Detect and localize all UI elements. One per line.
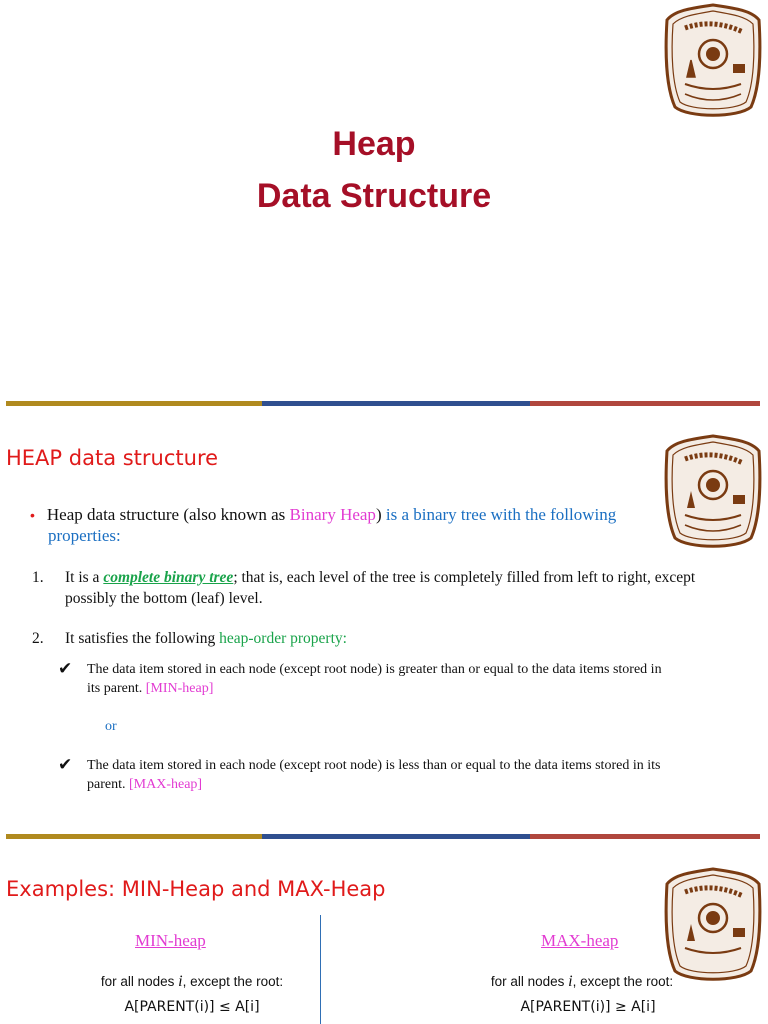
item-prefix: It satisfies the following xyxy=(65,630,220,647)
slide-title xyxy=(0,118,748,222)
title-line-heap: Heap xyxy=(332,125,416,163)
item-number: 1. xyxy=(32,569,44,586)
max-heap-title: MAX-heap xyxy=(541,931,619,950)
or-separator: or xyxy=(105,719,117,734)
slide-divider xyxy=(6,834,760,839)
max-heap-tag: [MAX-heap] xyxy=(128,777,203,792)
heap-section-heading: HEAP data structure xyxy=(6,446,219,470)
min-heap-note: for all nodes i, except the root: xyxy=(100,973,284,990)
min-heap-title: MIN-heap xyxy=(135,931,206,950)
properties-label: properties: xyxy=(48,526,121,545)
checkmark-icon: ✔ xyxy=(58,755,73,775)
nit-jamshedpur-logo xyxy=(663,866,763,986)
bullet-text: Heap data structure (also known as xyxy=(46,505,290,524)
definition-bullet xyxy=(30,503,710,527)
item-prefix: It is a xyxy=(65,569,104,586)
item-number: 2. xyxy=(32,630,44,647)
bullet-text-close: ) xyxy=(375,505,382,524)
item-rest: ; that is, each level of the tree is completely filled from left to right, except possibly the bottom (leaf) level. xyxy=(65,569,696,607)
heap-order-property-term: heap-order property xyxy=(219,630,343,647)
min-heap-formula: A[PARENT(i)] ≤ A[i] xyxy=(124,999,260,1015)
min-heap-tag: [MIN-heap] xyxy=(145,681,214,696)
title-line-data-structure: Data Structure xyxy=(256,177,492,215)
item-suffix: : xyxy=(342,630,347,647)
min-heap-condition xyxy=(58,659,662,700)
bullet-dot-icon: • xyxy=(30,507,35,523)
max-heap-note: for all nodes i, except the root: xyxy=(490,973,674,990)
condition-text: The data item stored in each node (except root node) is greater than or equal to the data items stored in its parent. xyxy=(87,662,662,696)
condition-text: The data item stored in each node (except root node) is less than or equal to the data items stored in its parent. xyxy=(87,758,661,792)
property-item-1 xyxy=(32,567,702,611)
nit-jamshedpur-logo xyxy=(663,433,763,553)
nit-jamshedpur-logo xyxy=(663,2,763,122)
max-heap-formula: A[PARENT(i)] ≥ A[i] xyxy=(520,999,656,1015)
examples-heading: Examples: MIN-Heap and MAX-Heap xyxy=(6,877,386,901)
property-item-2 xyxy=(32,628,702,650)
bullet-text-blue: is a binary tree with the following xyxy=(381,505,617,524)
binary-heap-term: Binary Heap xyxy=(289,505,376,524)
checkmark-icon: ✔ xyxy=(58,659,73,679)
slide-divider xyxy=(6,401,760,406)
complete-binary-tree-link[interactable]: complete binary tree xyxy=(103,569,234,586)
max-heap-condition xyxy=(58,755,661,796)
